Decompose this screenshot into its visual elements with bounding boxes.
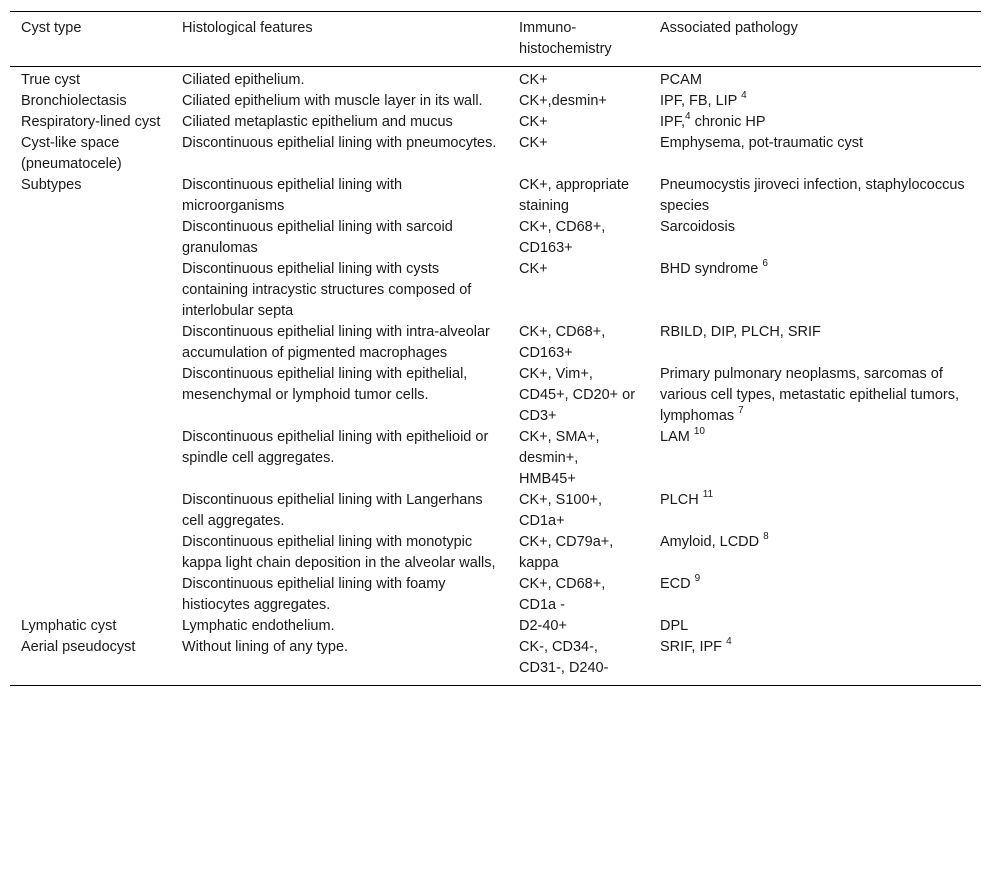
pathology-text: DPL [660,618,689,634]
table-row [10,67,981,92]
reference-superscript: 4 [741,90,747,102]
cell-associated-pathology [649,175,981,217]
table-row [10,574,981,616]
cyst-table-container [10,11,981,686]
table-row [10,616,981,637]
cell-associated-pathology [649,322,981,364]
reference-superscript: 7 [738,405,744,417]
cell-immunohistochemistry: CK-, CD34-, CD31-, D240- [519,639,609,676]
cell-histological-features: Discontinuous epithelial lining with Langerhans cell aggregates. [182,492,483,529]
header-immunohistochemistry: Immuno-histochemistry [519,20,612,57]
cell-immunohistochemistry: CK+, CD68+, CD163+ [519,219,606,256]
cell-associated-pathology [649,427,981,490]
table-header-row [10,12,981,67]
cell-cyst-type [10,490,171,532]
cell-cyst-type [10,574,171,616]
cell-cyst-type [10,364,171,427]
pathology-text-continued: chronic HP [690,114,766,130]
pathology-text: IPF, FB, LIP [660,93,738,109]
cell-associated-pathology [649,91,981,112]
cell-associated-pathology [649,67,981,92]
cell-histological-features: Lymphatic endothelium. [182,618,335,634]
cell-associated-pathology [649,490,981,532]
cell-associated-pathology [649,217,981,259]
pathology-text: IPF, [660,114,685,130]
cell-associated-pathology [649,112,981,133]
cell-histological-features: Discontinuous epithelial lining with monotypic kappa light chain deposition in the alveolar walls, [182,534,496,571]
cell-immunohistochemistry: CK+, SMA+, desmin+, HMB45+ [519,429,600,487]
reference-superscript: 11 [702,489,714,501]
pathology-text: SRIF, IPF [660,639,723,655]
table-row [10,322,981,364]
cell-cyst-type [10,427,171,490]
cell-immunohistochemistry: CK+, S100+, CD1a+ [519,492,603,529]
reference-superscript: 8 [763,531,769,543]
cell-immunohistochemistry: CK+,desmin+ [519,93,607,109]
cell-histological-features: Discontinuous epithelial lining with foamy histiocytes aggregates. [182,576,446,613]
header-histological-features: Histological features [182,20,313,36]
cell-immunohistochemistry: CK+, CD68+, CD1a - [519,576,606,613]
cell-associated-pathology [649,532,981,574]
table-row [10,637,981,686]
pathology-text: RBILD, DIP, PLCH, SRIF [660,324,821,340]
pathology-text: PLCH [660,492,699,508]
cell-histological-features: Without lining of any type. [182,639,349,655]
cell-cyst-type: Lymphatic cyst [21,618,117,634]
cell-associated-pathology [649,574,981,616]
cell-associated-pathology [649,364,981,427]
pathology-text: ECD [660,576,691,592]
cell-histological-features: Discontinuous epithelial lining with epithelial, mesenchymal or lymphoid tumor cells. [182,366,468,403]
cell-associated-pathology [649,133,981,175]
cell-associated-pathology [649,616,981,637]
reference-superscript: 9 [694,573,701,585]
cell-associated-pathology [649,259,981,322]
cell-histological-features: Discontinuous epithelial lining with pneumocytes. [182,135,497,151]
cell-cyst-type [10,532,171,574]
cell-immunohistochemistry: CK+, CD68+, CD163+ [519,324,606,361]
cell-histological-features: Discontinuous epithelial lining with cysts containing intracystic structures composed of interlobular septa [182,261,472,319]
cyst-classification-table [10,11,981,686]
table-row [10,133,981,175]
cell-cyst-type: Aerial pseudocyst [21,639,136,655]
cell-cyst-type: Cyst-like space (pneumatocele) [21,135,122,172]
cell-cyst-type [10,322,171,364]
table-body [10,67,981,686]
table-row [10,91,981,112]
cell-immunohistochemistry: CK+ [519,114,548,130]
cell-histological-features: Ciliated epithelium with muscle layer in its wall. [182,93,483,109]
pathology-text: Sarcoidosis [660,219,735,235]
header-associated-pathology: Associated pathology [660,20,798,36]
table-row [10,532,981,574]
cell-histological-features: Discontinuous epithelial lining with intra-alveolar accumulation of pigmented macrophages [182,324,490,361]
table-row [10,490,981,532]
cell-cyst-type: Bronchiolectasis [21,93,127,109]
cell-histological-features: Discontinuous epithelial lining with microorganisms [182,177,403,214]
cell-immunohistochemistry: CK+, Vim+, CD45+, CD20+ or CD3+ [519,366,636,424]
pathology-text: LAM [660,429,690,445]
header-cyst-type: Cyst type [21,20,82,36]
pathology-text: Emphysema, pot-traumatic cyst [660,135,864,151]
table-row [10,217,981,259]
cell-histological-features: Discontinuous epithelial lining with sarcoid granulomas [182,219,453,256]
cell-cyst-type [10,259,171,322]
cell-associated-pathology [649,637,981,686]
table-row [10,112,981,133]
cell-histological-features: Discontinuous epithelial lining with epithelioid or spindle cell aggregates. [182,429,489,466]
cell-cyst-type: Respiratory-lined cyst [21,114,161,130]
cell-cyst-type [10,217,171,259]
reference-superscript: 10 [693,426,705,438]
table-row [10,427,981,490]
reference-superscript: 4 [726,636,732,648]
pathology-text: Amyloid, LCDD [660,534,760,550]
table-row [10,259,981,322]
pathology-text: Primary pulmonary neoplasms, sarcomas of various cell types, metastatic epithelial tumors, lymphomas [660,366,959,424]
table-row [10,364,981,427]
cell-immunohistochemistry: CK+ [519,135,548,151]
cell-immunohistochemistry: CK+, CD79a+, kappa [519,534,614,571]
cell-immunohistochemistry: CK+ [519,261,548,277]
reference-superscript: 6 [762,258,768,270]
pathology-text: Pneumocystis jiroveci infection, staphylococcus species [660,177,965,214]
reference-superscript: 4 [684,111,691,123]
cell-histological-features: Ciliated epithelium. [182,72,305,88]
pathology-text: BHD syndrome [660,261,759,277]
cell-immunohistochemistry: D2-40+ [519,618,567,634]
cell-cyst-type: Subtypes [21,177,82,193]
cell-immunohistochemistry: CK+ [519,72,548,88]
cell-histological-features: Ciliated metaplastic epithelium and mucus [182,114,453,130]
pathology-text: PCAM [660,72,702,88]
cell-cyst-type: True cyst [21,72,81,88]
table-row [10,175,981,217]
cell-immunohistochemistry: CK+, appropriate staining [519,177,630,214]
